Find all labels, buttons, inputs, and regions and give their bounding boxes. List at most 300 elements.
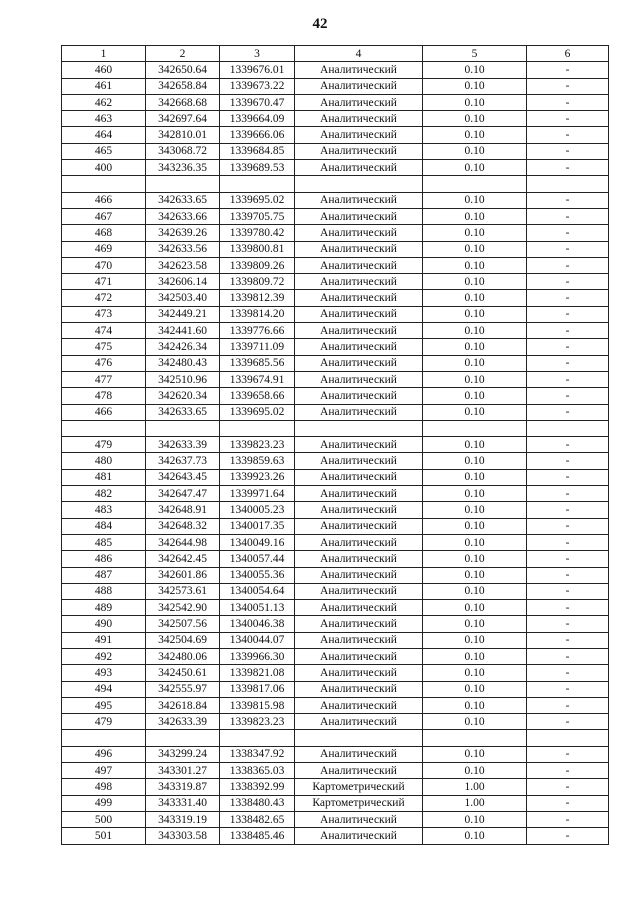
- table-cell: 343319.19: [146, 811, 220, 827]
- table-cell: Аналитический: [295, 192, 423, 208]
- table-cell: -: [527, 241, 609, 257]
- table-cell: 0.10: [423, 583, 527, 599]
- header-cell: 5: [423, 46, 527, 62]
- table-cell: 485: [62, 534, 146, 550]
- table-cell: 0.10: [423, 746, 527, 762]
- table-cell: 1338365.03: [220, 763, 295, 779]
- table-cell: -: [527, 437, 609, 453]
- table-cell: 488: [62, 583, 146, 599]
- table-cell: 461: [62, 78, 146, 94]
- table-cell: 0.10: [423, 632, 527, 648]
- spacer-row: [62, 420, 609, 436]
- table-cell: Аналитический: [295, 616, 423, 632]
- table-row: [62, 697, 609, 713]
- table-cell: Аналитический: [295, 828, 423, 844]
- table-cell: 496: [62, 746, 146, 762]
- table-cell: -: [527, 469, 609, 485]
- table-cell: -: [527, 388, 609, 404]
- table-cell: -: [527, 274, 609, 290]
- table-cell: 342573.61: [146, 583, 220, 599]
- table-cell: 0.10: [423, 518, 527, 534]
- table-row: [62, 437, 609, 453]
- table-cell: 1339666.06: [220, 127, 295, 143]
- table-cell: 342642.45: [146, 551, 220, 567]
- table-cell: Аналитический: [295, 502, 423, 518]
- table-cell: 1339809.26: [220, 257, 295, 273]
- table-cell: [423, 730, 527, 746]
- table-row: [62, 160, 609, 176]
- table-cell: [423, 176, 527, 192]
- table-cell: Аналитический: [295, 632, 423, 648]
- table-cell: Аналитический: [295, 355, 423, 371]
- table-cell: 0.10: [423, 665, 527, 681]
- table-row: [62, 388, 609, 404]
- table-cell: [146, 730, 220, 746]
- header-cell: 2: [146, 46, 220, 62]
- table-row: [62, 371, 609, 387]
- table-row: [62, 143, 609, 159]
- table-cell: Аналитический: [295, 257, 423, 273]
- table-cell: 482: [62, 486, 146, 502]
- table-cell: 343299.24: [146, 746, 220, 762]
- table-cell: 477: [62, 371, 146, 387]
- table-cell: Аналитический: [295, 241, 423, 257]
- table-cell: 342633.65: [146, 404, 220, 420]
- table-cell: 1339689.53: [220, 160, 295, 176]
- table-cell: 0.10: [423, 143, 527, 159]
- table-cell: 1340044.07: [220, 632, 295, 648]
- table-cell: 0.10: [423, 567, 527, 583]
- table-cell: Аналитический: [295, 94, 423, 110]
- table-cell: 1338392.99: [220, 779, 295, 795]
- table-cell: 0.10: [423, 371, 527, 387]
- table-row: [62, 257, 609, 273]
- spacer-row: [62, 730, 609, 746]
- table-cell: -: [527, 551, 609, 567]
- table-cell: 472: [62, 290, 146, 306]
- table-cell: -: [527, 648, 609, 664]
- table-cell: Аналитический: [295, 371, 423, 387]
- table-cell: Аналитический: [295, 697, 423, 713]
- table-cell: 0.10: [423, 160, 527, 176]
- table-cell: -: [527, 306, 609, 322]
- table-cell: 1.00: [423, 779, 527, 795]
- table-cell: 0.10: [423, 828, 527, 844]
- table-row: [62, 62, 609, 78]
- table-cell: 1339823.23: [220, 437, 295, 453]
- table-cell: Аналитический: [295, 486, 423, 502]
- table-cell: -: [527, 323, 609, 339]
- table-cell: -: [527, 828, 609, 844]
- table-cell: -: [527, 632, 609, 648]
- table-cell: -: [527, 600, 609, 616]
- table-cell: Аналитический: [295, 600, 423, 616]
- table-cell: 1.00: [423, 795, 527, 811]
- table-cell: Аналитический: [295, 290, 423, 306]
- coordinates-table: [61, 45, 609, 845]
- table-cell: 342810.01: [146, 127, 220, 143]
- table-cell: 1339674.91: [220, 371, 295, 387]
- table-cell: Аналитический: [295, 437, 423, 453]
- table-cell: 342510.96: [146, 371, 220, 387]
- table-cell: -: [527, 78, 609, 94]
- table-cell: Картометрический: [295, 779, 423, 795]
- table-cell: Аналитический: [295, 208, 423, 224]
- table-cell: 462: [62, 94, 146, 110]
- table-cell: 0.10: [423, 127, 527, 143]
- table-cell: Аналитический: [295, 681, 423, 697]
- table-cell: 0.10: [423, 486, 527, 502]
- table-row: [62, 290, 609, 306]
- table-cell: [62, 420, 146, 436]
- table-cell: 1339812.39: [220, 290, 295, 306]
- table-cell: 342504.69: [146, 632, 220, 648]
- table-row: [62, 339, 609, 355]
- table-row: [62, 127, 609, 143]
- table-cell: [527, 176, 609, 192]
- table-cell: 342441.60: [146, 323, 220, 339]
- table-cell: 342648.32: [146, 518, 220, 534]
- table-row: [62, 534, 609, 550]
- table-cell: 342480.43: [146, 355, 220, 371]
- table-cell: -: [527, 208, 609, 224]
- table-cell: 492: [62, 648, 146, 664]
- table-cell: [146, 176, 220, 192]
- table-cell: -: [527, 502, 609, 518]
- table-cell: 1339664.09: [220, 111, 295, 127]
- table-row: [62, 714, 609, 730]
- table-cell: [146, 420, 220, 436]
- table-cell: Аналитический: [295, 404, 423, 420]
- table-cell: 470: [62, 257, 146, 273]
- table-cell: 1339695.02: [220, 192, 295, 208]
- table-cell: 342633.66: [146, 208, 220, 224]
- table-cell: 342606.14: [146, 274, 220, 290]
- table-row: [62, 811, 609, 827]
- table-cell: -: [527, 94, 609, 110]
- table-cell: 473: [62, 306, 146, 322]
- table-cell: Аналитический: [295, 388, 423, 404]
- table-cell: -: [527, 697, 609, 713]
- table-row: [62, 600, 609, 616]
- table-cell: 490: [62, 616, 146, 632]
- table-cell: 466: [62, 192, 146, 208]
- table-cell: 1339711.09: [220, 339, 295, 355]
- header-row: [62, 46, 609, 62]
- table-row: [62, 225, 609, 241]
- table-cell: 1338482.65: [220, 811, 295, 827]
- table-cell: 342542.90: [146, 600, 220, 616]
- table-cell: 342697.64: [146, 111, 220, 127]
- table-cell: 1339817.06: [220, 681, 295, 697]
- table-cell: 476: [62, 355, 146, 371]
- table-cell: 484: [62, 518, 146, 534]
- table-cell: 342633.65: [146, 192, 220, 208]
- table-cell: 481: [62, 469, 146, 485]
- table-cell: [62, 730, 146, 746]
- table-cell: Аналитический: [295, 518, 423, 534]
- table-cell: 1339658.66: [220, 388, 295, 404]
- table-row: [62, 795, 609, 811]
- table-cell: 342633.39: [146, 437, 220, 453]
- table-cell: -: [527, 795, 609, 811]
- table-cell: Аналитический: [295, 746, 423, 762]
- table-cell: 0.10: [423, 648, 527, 664]
- table-row: [62, 192, 609, 208]
- table-cell: -: [527, 192, 609, 208]
- table-row: [62, 567, 609, 583]
- spacer-row: [62, 176, 609, 192]
- table-cell: [295, 176, 423, 192]
- table-cell: 342643.45: [146, 469, 220, 485]
- table-row: [62, 665, 609, 681]
- table-row: [62, 583, 609, 599]
- table-cell: -: [527, 746, 609, 762]
- table-cell: 1339673.22: [220, 78, 295, 94]
- table-cell: Аналитический: [295, 665, 423, 681]
- table-cell: 1339800.81: [220, 241, 295, 257]
- table-cell: 494: [62, 681, 146, 697]
- table-cell: Аналитический: [295, 583, 423, 599]
- table-cell: 0.10: [423, 502, 527, 518]
- table-cell: 1340046.38: [220, 616, 295, 632]
- table-cell: 342639.26: [146, 225, 220, 241]
- table-cell: 500: [62, 811, 146, 827]
- table-cell: [423, 420, 527, 436]
- table-cell: 343331.40: [146, 795, 220, 811]
- table-cell: 342450.61: [146, 665, 220, 681]
- table-row: [62, 241, 609, 257]
- table-cell: Аналитический: [295, 469, 423, 485]
- table-cell: 1340017.35: [220, 518, 295, 534]
- table-cell: 342633.39: [146, 714, 220, 730]
- table-cell: 498: [62, 779, 146, 795]
- table-cell: 1339685.56: [220, 355, 295, 371]
- table-cell: -: [527, 665, 609, 681]
- table-row: [62, 502, 609, 518]
- table-cell: 1340005.23: [220, 502, 295, 518]
- table-cell: 0.10: [423, 274, 527, 290]
- table-cell: 1339971.64: [220, 486, 295, 502]
- table-cell: -: [527, 339, 609, 355]
- table-cell: 1339670.47: [220, 94, 295, 110]
- table-cell: 499: [62, 795, 146, 811]
- table-cell: 474: [62, 323, 146, 339]
- table-cell: [220, 176, 295, 192]
- table-row: [62, 94, 609, 110]
- table-row: [62, 746, 609, 762]
- table-cell: 1339676.01: [220, 62, 295, 78]
- table-cell: 342620.34: [146, 388, 220, 404]
- table-cell: Аналитический: [295, 453, 423, 469]
- table-cell: 468: [62, 225, 146, 241]
- table-cell: 479: [62, 437, 146, 453]
- table-cell: 480: [62, 453, 146, 469]
- table-cell: [220, 730, 295, 746]
- table-cell: 1339815.98: [220, 697, 295, 713]
- table-cell: 400: [62, 160, 146, 176]
- table-cell: 1340055.36: [220, 567, 295, 583]
- table-cell: -: [527, 811, 609, 827]
- table-cell: 0.10: [423, 306, 527, 322]
- table-cell: Аналитический: [295, 551, 423, 567]
- table-cell: -: [527, 453, 609, 469]
- table-cell: 342644.98: [146, 534, 220, 550]
- table-cell: 342503.40: [146, 290, 220, 306]
- table-cell: -: [527, 763, 609, 779]
- table-row: [62, 632, 609, 648]
- table-cell: Аналитический: [295, 143, 423, 159]
- table-cell: 495: [62, 697, 146, 713]
- table-cell: -: [527, 486, 609, 502]
- table-cell: 1339776.66: [220, 323, 295, 339]
- table-cell: Аналитический: [295, 225, 423, 241]
- table-cell: -: [527, 127, 609, 143]
- table-row: [62, 453, 609, 469]
- table-cell: Аналитический: [295, 160, 423, 176]
- table-cell: 486: [62, 551, 146, 567]
- table-cell: 0.10: [423, 111, 527, 127]
- table-cell: -: [527, 290, 609, 306]
- table-cell: 1340057.44: [220, 551, 295, 567]
- table-cell: -: [527, 111, 609, 127]
- table-cell: 342650.64: [146, 62, 220, 78]
- table-cell: 464: [62, 127, 146, 143]
- table-cell: 342618.84: [146, 697, 220, 713]
- table-cell: 0.10: [423, 192, 527, 208]
- table-cell: 0.10: [423, 551, 527, 567]
- table-cell: 0.10: [423, 225, 527, 241]
- table-cell: 1339859.63: [220, 453, 295, 469]
- table-cell: Аналитический: [295, 763, 423, 779]
- table-cell: 466: [62, 404, 146, 420]
- page-number: 42: [312, 16, 328, 32]
- table-cell: 342623.58: [146, 257, 220, 273]
- table-cell: 1339923.26: [220, 469, 295, 485]
- table-row: [62, 486, 609, 502]
- table-cell: Аналитический: [295, 306, 423, 322]
- table-cell: 479: [62, 714, 146, 730]
- header-cell: 1: [62, 46, 146, 62]
- table-row: [62, 648, 609, 664]
- table-cell: 0.10: [423, 208, 527, 224]
- table-cell: 342648.91: [146, 502, 220, 518]
- table-cell: Аналитический: [295, 648, 423, 664]
- table-cell: 343303.58: [146, 828, 220, 844]
- table-row: [62, 469, 609, 485]
- table-row: [62, 518, 609, 534]
- table-cell: 342637.73: [146, 453, 220, 469]
- table-cell: Аналитический: [295, 62, 423, 78]
- table-cell: -: [527, 714, 609, 730]
- table-cell: Аналитический: [295, 111, 423, 127]
- table-cell: 487: [62, 567, 146, 583]
- table-cell: 0.10: [423, 290, 527, 306]
- table-cell: -: [527, 225, 609, 241]
- table-row: [62, 355, 609, 371]
- table-cell: 343068.72: [146, 143, 220, 159]
- table-cell: 0.10: [423, 339, 527, 355]
- table-cell: Аналитический: [295, 127, 423, 143]
- table-cell: 0.10: [423, 469, 527, 485]
- table-cell: Аналитический: [295, 714, 423, 730]
- table-cell: -: [527, 616, 609, 632]
- table-cell: 1339823.23: [220, 714, 295, 730]
- table-cell: 489: [62, 600, 146, 616]
- table-cell: 1338347.92: [220, 746, 295, 762]
- table-cell: 1339814.20: [220, 306, 295, 322]
- table-row: [62, 828, 609, 844]
- table-row: [62, 763, 609, 779]
- table-cell: 1339705.75: [220, 208, 295, 224]
- table-cell: 469: [62, 241, 146, 257]
- table-cell: [527, 420, 609, 436]
- table-row: [62, 616, 609, 632]
- table-cell: -: [527, 62, 609, 78]
- table-cell: -: [527, 404, 609, 420]
- table-cell: Картометрический: [295, 795, 423, 811]
- table-cell: 0.10: [423, 763, 527, 779]
- table-cell: -: [527, 583, 609, 599]
- table-cell: 0.10: [423, 714, 527, 730]
- table-body: [62, 62, 609, 844]
- table-cell: 471: [62, 274, 146, 290]
- table-cell: 0.10: [423, 78, 527, 94]
- table-cell: 497: [62, 763, 146, 779]
- table-cell: 0.10: [423, 404, 527, 420]
- table-cell: 343301.27: [146, 763, 220, 779]
- table-cell: 342633.56: [146, 241, 220, 257]
- table-cell: 0.10: [423, 600, 527, 616]
- table-cell: 1338485.46: [220, 828, 295, 844]
- table-cell: -: [527, 355, 609, 371]
- table-cell: Аналитический: [295, 274, 423, 290]
- table-row: [62, 306, 609, 322]
- table-row: [62, 208, 609, 224]
- table-cell: 483: [62, 502, 146, 518]
- table-row: [62, 323, 609, 339]
- table-cell: -: [527, 143, 609, 159]
- table-cell: 342507.56: [146, 616, 220, 632]
- table-cell: -: [527, 257, 609, 273]
- table-cell: 0.10: [423, 94, 527, 110]
- table-cell: -: [527, 681, 609, 697]
- table-cell: [62, 176, 146, 192]
- table-cell: 0.10: [423, 437, 527, 453]
- table-cell: -: [527, 518, 609, 534]
- table-cell: 0.10: [423, 681, 527, 697]
- table-row: [62, 274, 609, 290]
- table-cell: 342601.86: [146, 567, 220, 583]
- table-cell: 1340054.64: [220, 583, 295, 599]
- table-cell: 342668.68: [146, 94, 220, 110]
- table-cell: 1339821.08: [220, 665, 295, 681]
- table-cell: 463: [62, 111, 146, 127]
- table-cell: -: [527, 160, 609, 176]
- table-cell: -: [527, 371, 609, 387]
- header-cell: 4: [295, 46, 423, 62]
- table-cell: Аналитический: [295, 339, 423, 355]
- table-cell: 1340051.13: [220, 600, 295, 616]
- table-cell: -: [527, 534, 609, 550]
- table-cell: 342426.34: [146, 339, 220, 355]
- table-row: [62, 404, 609, 420]
- table-cell: 465: [62, 143, 146, 159]
- table-cell: 0.10: [423, 257, 527, 273]
- table-cell: -: [527, 779, 609, 795]
- table-cell: 342449.21: [146, 306, 220, 322]
- table-cell: 1339966.30: [220, 648, 295, 664]
